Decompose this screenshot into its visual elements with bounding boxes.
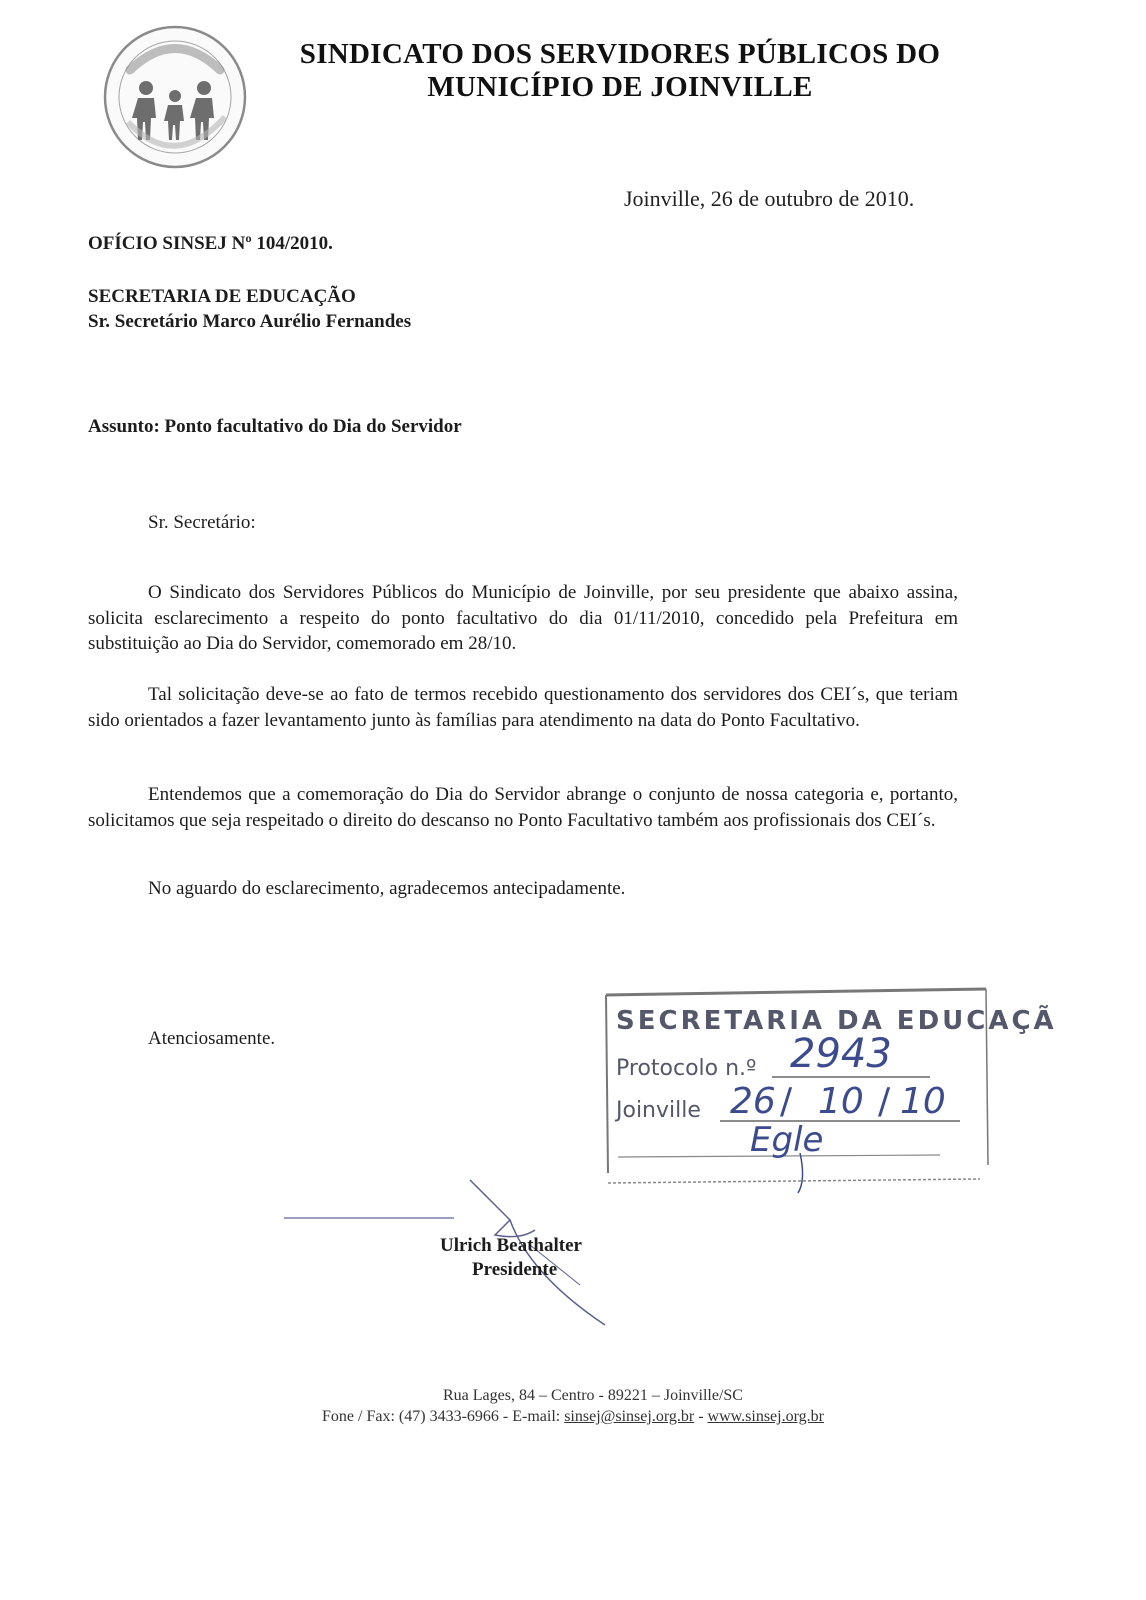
body-paragraph-4: No aguardo do esclarecimento, agradecemos antecipadamente. xyxy=(148,878,626,899)
salutation: Sr. Secretário: xyxy=(148,512,256,533)
recipient-block xyxy=(88,284,411,334)
letterhead-title xyxy=(250,38,990,104)
body-paragraph-3: Entendemos que a comemoração do Dia do Servidor abrange o conjunto de nossa categoria e, portanto, solicitamos que seja respeitado o direito do descanso no Ponto Facultativo também aos profissionais dos CEI´s. xyxy=(88,784,958,831)
office-number: OFÍCIO SINSEJ Nº 104/2010. xyxy=(88,233,333,254)
stamp-protocol-label: Protocolo n.º xyxy=(616,1056,757,1081)
stamp-protocol-number: 2943 xyxy=(790,1031,892,1077)
closing: Atenciosamente. xyxy=(148,1028,276,1049)
footer-email-link[interactable]: sinsej@sinsej.org.br xyxy=(564,1408,695,1425)
protocol-stamp xyxy=(600,985,1057,1190)
recipient-person: Sr. Secretário Marco Aurélio Fernandes xyxy=(88,311,412,332)
signatory-name: Ulrich Beathalter xyxy=(440,1235,582,1256)
date-line: Joinville, 26 de outubro de 2010. xyxy=(624,186,915,211)
signature-line xyxy=(284,1215,454,1221)
signatory-role: Presidente xyxy=(472,1259,558,1280)
footer-website-link[interactable]: www.sinsej.org.br xyxy=(707,1408,824,1425)
letterhead-title-line1: SINDICATO DOS SERVIDORES PÚBLICOS DO xyxy=(299,38,941,70)
footer-address: Rua Lages, 84 – Centro - 89221 – Joinville/SC xyxy=(443,1387,743,1404)
footer-contact xyxy=(0,1406,1146,1427)
letterhead-title-line2: MUNICÍPIO DE JOINVILLE xyxy=(427,71,813,103)
footer-contact-prefix: Fone / Fax: (47) 3433-6966 - E-mail: xyxy=(322,1408,561,1425)
svg-text:/: / xyxy=(780,1081,793,1122)
stamp-initials: Egle xyxy=(750,1120,824,1160)
body-paragraph-2: Tal solicitação deve-se ao fato de termos recebido questionamento dos servidores dos CEI´s, que teriam sido orientados a fazer levantamento junto às famílias para atendimento na data do Ponto Facultativo. xyxy=(88,684,958,731)
footer-separator: - xyxy=(698,1408,704,1425)
footer xyxy=(0,1385,1146,1427)
body-paragraph-1: O Sindicato dos Servidores Públicos do Município de Joinville, por seu presidente que abaixo assina, solicita esclarecimento a respeito do ponto facultativo do dia 01/11/2010, concedido pela Prefeitura em substituição ao Dia do Servidor, comemorado em 28/10. xyxy=(88,582,958,654)
stamp-date-year: 10 xyxy=(900,1081,946,1122)
sinsej-logo xyxy=(100,22,250,172)
stamp-date-month: 10 xyxy=(818,1081,864,1122)
stamp-header: SECRETARIA DA EDUCAÇÃ xyxy=(616,1006,1057,1036)
recipient-department: SECRETARIA DE EDUCAÇÃO xyxy=(88,286,356,307)
subject-line: Assunto: Ponto facultativo do Dia do Servidor xyxy=(88,416,462,437)
svg-text:/: / xyxy=(878,1081,891,1122)
stamp-date-day: 26 xyxy=(730,1081,776,1122)
stamp-city-label: Joinville xyxy=(616,1098,701,1123)
